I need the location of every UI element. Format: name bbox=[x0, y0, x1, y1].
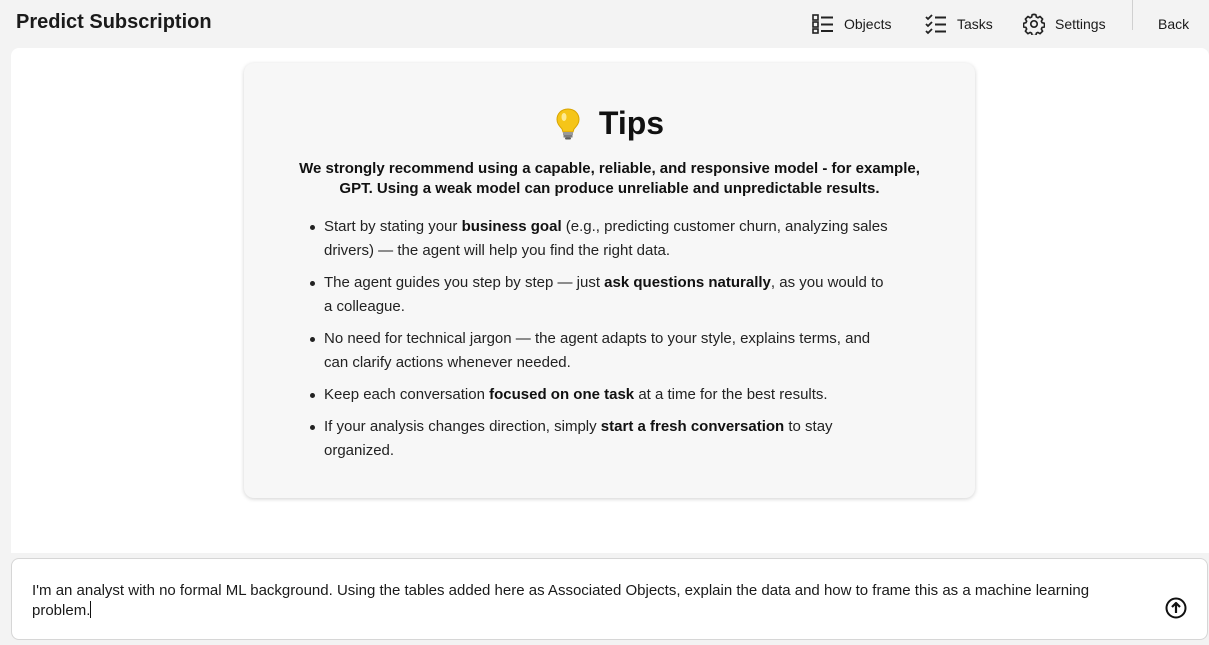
checklist-icon bbox=[925, 13, 947, 35]
app-title: Predict Subscription bbox=[16, 11, 212, 33]
back-button[interactable] bbox=[1158, 0, 1189, 47]
model-recommendation-text: We strongly recommend using a capable, reliable, and responsive model - for example, GPT. Using a weak model can produce unreliable and unpredictable results. bbox=[299, 160, 920, 197]
message-composer[interactable] bbox=[11, 558, 1208, 640]
nav-divider bbox=[1132, 0, 1133, 30]
text-caret bbox=[90, 601, 91, 618]
list-icon bbox=[812, 13, 834, 35]
main-panel bbox=[11, 48, 1209, 553]
tip-item: No need for technical jargon — the agent adapts to your style, explains terms, and can clarify actions whenever needed. bbox=[308, 327, 888, 375]
message-input-value: I'm an analyst with no formal ML background. Using the tables added here as Associated Objects, explain the data and how to frame this as a machine learning problem. bbox=[32, 582, 1094, 619]
tips-card bbox=[244, 63, 975, 498]
tasks-button[interactable] bbox=[925, 0, 993, 47]
gear-icon bbox=[1023, 13, 1045, 35]
tips-title: Tips bbox=[598, 105, 665, 141]
objects-button[interactable] bbox=[812, 0, 891, 47]
lightbulb-icon bbox=[555, 107, 581, 141]
settings-button[interactable] bbox=[1023, 0, 1106, 47]
tip-item: The agent guides you step by step — just ask questions naturally, as you would to a colleague. bbox=[308, 271, 888, 319]
tip-item: If your analysis changes direction, simply start a fresh conversation to stay organized. bbox=[308, 415, 888, 463]
top-bar bbox=[0, 0, 1209, 47]
back-label: Back bbox=[1158, 15, 1190, 32]
tips-list bbox=[308, 215, 888, 471]
tasks-label: Tasks bbox=[957, 15, 993, 32]
arrow-up-circle-icon[interactable] bbox=[1165, 597, 1187, 619]
tip-item: Start by stating your business goal (e.g., predicting customer churn, analyzing sales drivers) — the agent will help you find the right data. bbox=[308, 215, 888, 263]
tip-item: Keep each conversation focused on one task at a time for the best results. bbox=[308, 383, 888, 407]
objects-label: Objects bbox=[844, 15, 892, 32]
settings-label: Settings bbox=[1055, 15, 1106, 32]
tips-heading bbox=[244, 105, 975, 142]
message-input[interactable] bbox=[32, 581, 1142, 621]
